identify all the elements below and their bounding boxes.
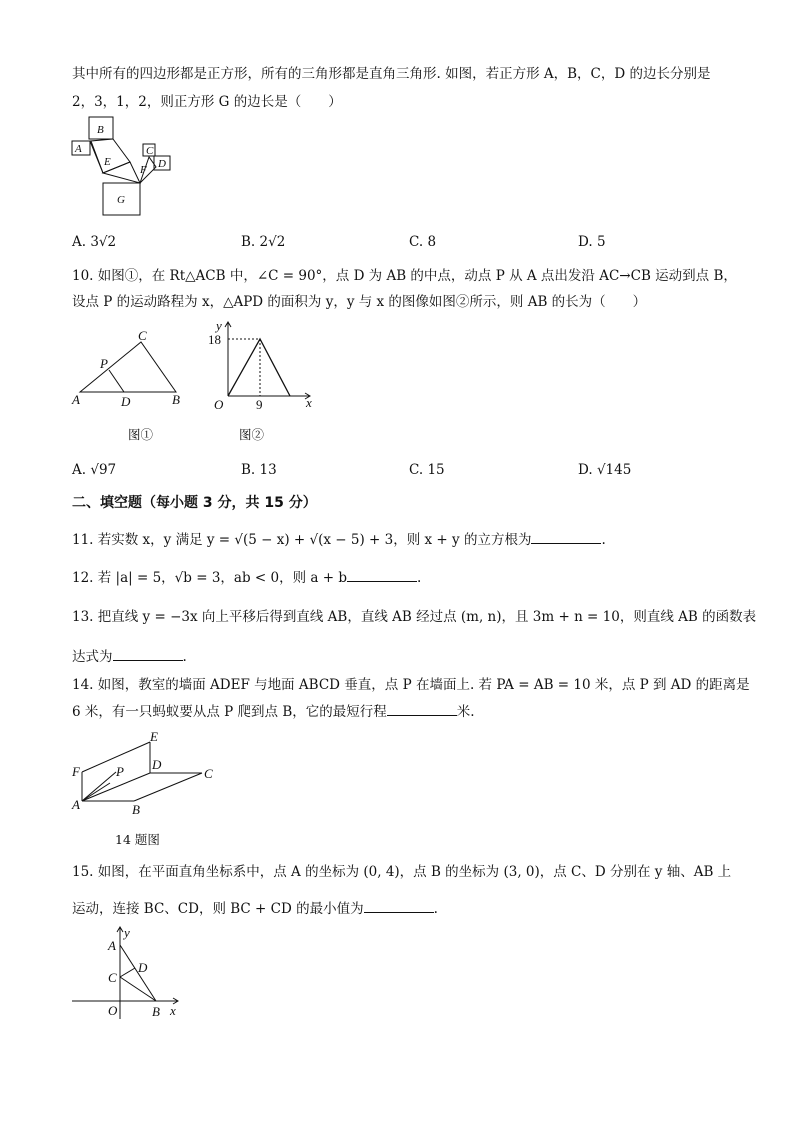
q9-option-b: B. 2√2 [241,234,286,250]
q10-fig2-origin: O [214,397,224,412]
q10-line1: 10. 如图①，在 Rt△ACB 中，∠C = 90°，点 D 为 AB 的中点，动点 P 从 A 点出发沿 AC→CB 运动到点 B， [72,268,737,284]
q15-label-y: y [124,925,130,940]
q9-figure [70,115,180,217]
q9-label-f: F [140,164,147,176]
q9-option-a: A. 3√2 [72,234,117,250]
q9-option-d: D. 5 [578,234,606,250]
q14-label-c: C [204,766,213,781]
q15-label-x: x [170,1003,176,1018]
q15-label-c: C [108,970,117,985]
q14-caption: 14 题图 [115,832,160,847]
q10-figure-1 [70,326,190,412]
q10-option-b: B. 13 [241,462,277,478]
q10-fig1-label-b: B [172,392,180,407]
q9-label-b: B [97,124,104,136]
q11-line: 11. 若实数 x，y 满足 y = √(5 − x) + √(x − 5) + 3，则 x + y 的立方根为 . [72,529,606,550]
q15-figure [70,925,190,1025]
q10-fig2-ytick: 18 [208,332,221,347]
q10-fig1-label-a: A [72,392,80,407]
q9-label-c: C [146,145,154,157]
q10-fig2-x-axis-label: x [306,395,312,410]
q9-line1: 其中所有的四边形都是正方形，所有的三角形都是直角三角形. 如图，若正方形 A，B，C，D 的边长分别是 [72,66,711,82]
q14-label-b: B [132,802,140,817]
q13-answer-blank[interactable] [113,646,183,661]
q10-option-c: C. 15 [409,462,445,478]
q12-line: 12. 若 |a| = 5，√b = 3，ab < 0，则 a + b . [72,567,421,588]
q15-label-o: O [108,1003,118,1018]
q9-label-g: G [117,194,125,206]
q10-fig2-xtick: 9 [256,397,263,412]
q15-label-d: D [138,960,148,975]
q14-label-e: E [150,729,158,744]
q14-answer-blank[interactable] [387,701,457,716]
q10-fig1-label-c: C [138,328,147,343]
q10-fig1-label-p: P [100,356,108,371]
q15-label-b: B [152,1004,160,1019]
q10-fig1-label-d: D [121,394,131,409]
q14-label-f: F [72,764,80,779]
q10-figure-2 [202,316,322,412]
q9-label-d: D [158,158,166,170]
q9-label-e: E [104,156,111,168]
q15-label-a: A [108,938,116,953]
q10-option-a: A. √97 [72,462,117,478]
q14-line2: 6 米，有一只蚂蚁要从点 P 爬到点 B，它的最短行程 米. [72,701,475,722]
q10-fig2-caption: 图② [239,427,265,442]
q11-answer-blank[interactable] [531,529,601,544]
q9-option-c: C. 8 [409,234,437,250]
q10-fig2-y-axis-label: y [216,318,222,333]
q13-line2: 达式为 . [72,646,187,667]
q14-figure [70,728,220,820]
q12-answer-blank[interactable] [347,567,417,582]
q14-label-p: P [116,764,124,779]
q13-line1: 13. 把直线 y = −3x 向上平移后得到直线 AB，直线 AB 经过点 (m, n)，且 3m + n = 10，则直线 AB 的函数表 [72,609,757,625]
q14-line1: 14. 如图，教室的墙面 ADEF 与地面 ABCD 垂直，点 P 在墙面上. 若 PA = AB = 10 米，点 P 到 AD 的距离是 [72,677,750,693]
q10-line2: 设点 P 的运动路程为 x，△APD 的面积为 y，y 与 x 的图像如图②所示，则 AB 的长为（ ） [72,294,647,310]
q15-line1: 15. 如图，在平面直角坐标系中，点 A 的坐标为 (0, 4)，点 B 的坐标为 (3, 0)，点 C、D 分别在 y 轴、AB 上 [72,864,732,880]
q9-line2: 2，3，1，2，则正方形 G 的边长是（ ） [72,94,342,110]
q14-label-d: D [152,757,162,772]
section-2-heading: 二、填空题（每小题 3 分，共 15 分） [72,495,317,511]
q15-answer-blank[interactable] [364,898,434,913]
q14-label-a: A [72,797,80,812]
q10-option-d: D. √145 [578,462,632,478]
q10-fig1-caption: 图① [128,427,154,442]
q9-label-a: A [75,143,82,155]
q15-line2: 运动，连接 BC、CD，则 BC + CD 的最小值为 . [72,898,438,919]
